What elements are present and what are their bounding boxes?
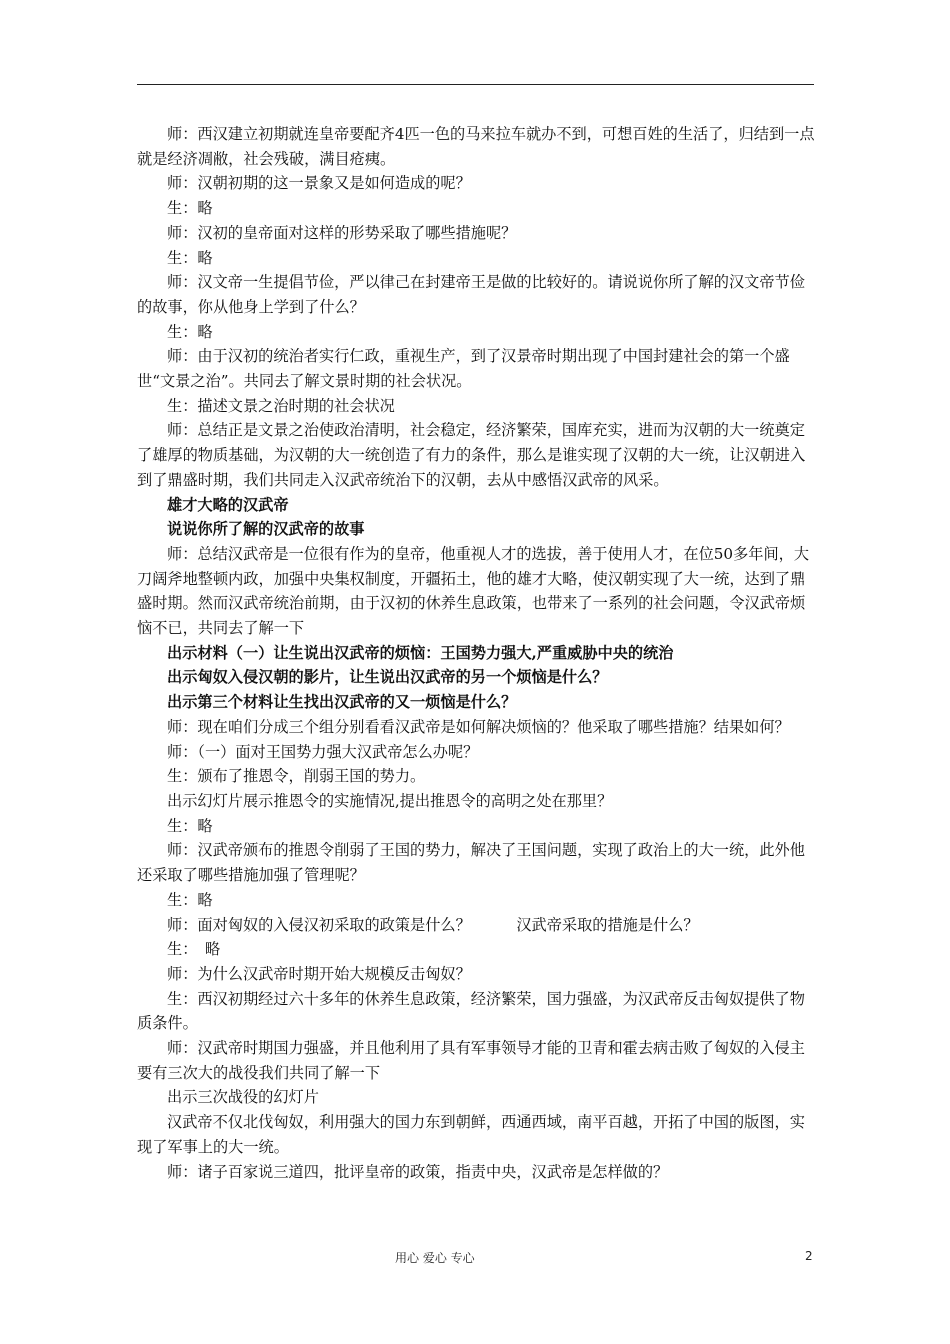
bold-paragraph: 雄才大略的汉武帝 (167, 495, 289, 514)
paragraph: 生：西汉初期经过六十多年的休养生息政策，经济繁荣，国力强盛，为汉武帝反击匈奴提供了物质条件。 (137, 989, 805, 1033)
paragraph: 师：为什么汉武帝时期开始大规模反击匈奴？ (167, 964, 471, 983)
bold-paragraph: 出示第三个材料让生找出汉武帝的又一烦恼是什么？ (167, 693, 517, 712)
paragraph: 汉武帝不仅北伐匈奴，利用强大的国力东到朝鲜，西通西域，南平百越，开拓了中国的版图，实现了军事上的大一统。 (137, 1113, 805, 1156)
paragraph: 师：（一）面对王国势力强大汉武帝怎么办呢？ (167, 742, 479, 761)
paragraph: 师：总结汉武帝是一位很有作为的皇帝，他重视人才的选拔，善于使用人才，在位50多年间，大刀阔斧地整顿内政，加强中央集权制度，开疆拓土，他的雄才大略，使汉朝实现了大一统，达到了鼎盛时期。然而汉武帝统治前期，由于汉初的休养生息政策，也带来了一系列的社会问题，令汉武帝烦恼不已，共同去了解一下 (137, 544, 810, 638)
page-number: 2 (805, 1249, 813, 1263)
paragraph: 出示幻灯片展示推恩令的实施情况,提出推恩令的高明之处在那里？ (167, 791, 613, 810)
paragraph: 师：现在咱们分成三个组分别看看汉武帝是如何解决烦恼的？他采取了哪些措施？结果如何？ (167, 717, 790, 736)
paragraph: 生：颁布了推恩令，削弱王国的势力。 (167, 767, 426, 786)
paragraph: 生：略 (167, 890, 213, 909)
paragraph: 生： 略 (167, 940, 221, 959)
paragraph: 师：诸子百家说三道四，批评皇帝的政策，指责中央，汉武帝是怎样做的？ (167, 1162, 669, 1181)
paragraph: 师：汉朝初期的这一景象又是如何造成的呢？ (167, 174, 471, 193)
paragraph: 生：略 (167, 199, 213, 218)
paragraph: 师：西汉建立初期就连皇帝要配齐4匹一色的马来拉车就办不到，可想百姓的生活了，归结到一点就是经济凋敝，社会残破，满目疮痍。 (137, 125, 815, 168)
paragraph: 师：总结正是文景之治使政治清明，社会稳定，经济繁荣，国库充实，进而为汉朝的大一统奠定了雄厚的物质基础，为汉朝的大一统创造了有力的条件，那么是谁实现了汉朝的大一统，让汉朝进入到了鼎盛时期，我们共同走入汉武帝统治下的汉朝，去从中感悟汉武帝的风采。 (137, 421, 806, 489)
bold-paragraph: 说说你所了解的汉武帝的故事 (167, 520, 365, 539)
paragraph: 生：略 (167, 248, 213, 267)
paragraph: 师：汉武帝颁布的推恩令削弱了王国的势力，解决了王国问题，实现了政治上的大一统，此外他还采取了哪些措施加强了管理呢？ (137, 841, 805, 885)
paragraph: 生：略 (167, 816, 213, 835)
paragraph: 师：汉文帝一生提倡节俭，严以律己在封建帝王是做的比较好的。请说说你所了解的汉文帝节俭的故事，你从他身上学到了什么？ (137, 273, 805, 316)
paragraph: 师：汉武帝时期国力强盛，并且他利用了具有军事领导才能的卫青和霍去病击败了匈奴的入侵主要有三次大的战役我们共同了解一下 (137, 1039, 805, 1082)
paragraph: 出示三次战役的幻灯片 (167, 1088, 319, 1107)
paragraph: 师：由于汉初的统治者实行仁政，重视生产，到了汉景帝时期出现了中国封建社会的第一个盛世“文景之治”。共同去了解文景时期的社会状况。 (137, 347, 790, 391)
paragraph: 师：面对匈奴的入侵汉初采取的政策是什么？ 汉武帝采取的措施是什么？ (167, 915, 699, 934)
page-footer (0, 1249, 950, 1269)
paragraph: 师：汉初的皇帝面对这样的形势采取了哪些措施呢？ (167, 223, 517, 242)
paragraph: 生：略 (167, 322, 213, 341)
bold-paragraph: 出示材料（一）让生说出汉武帝的烦恼：王国势力强大,严重威胁中央的统治 (167, 643, 674, 662)
document-body (137, 122, 817, 1184)
bold-paragraph: 出示匈奴入侵汉朝的影片，让生说出汉武帝的另一个烦恼是什么？ (167, 668, 608, 687)
footer-text: 用心 爱心 专心 (395, 1251, 475, 1265)
paragraph: 生：描述文景之治时期的社会状况 (167, 396, 395, 415)
header-rule (137, 84, 814, 85)
